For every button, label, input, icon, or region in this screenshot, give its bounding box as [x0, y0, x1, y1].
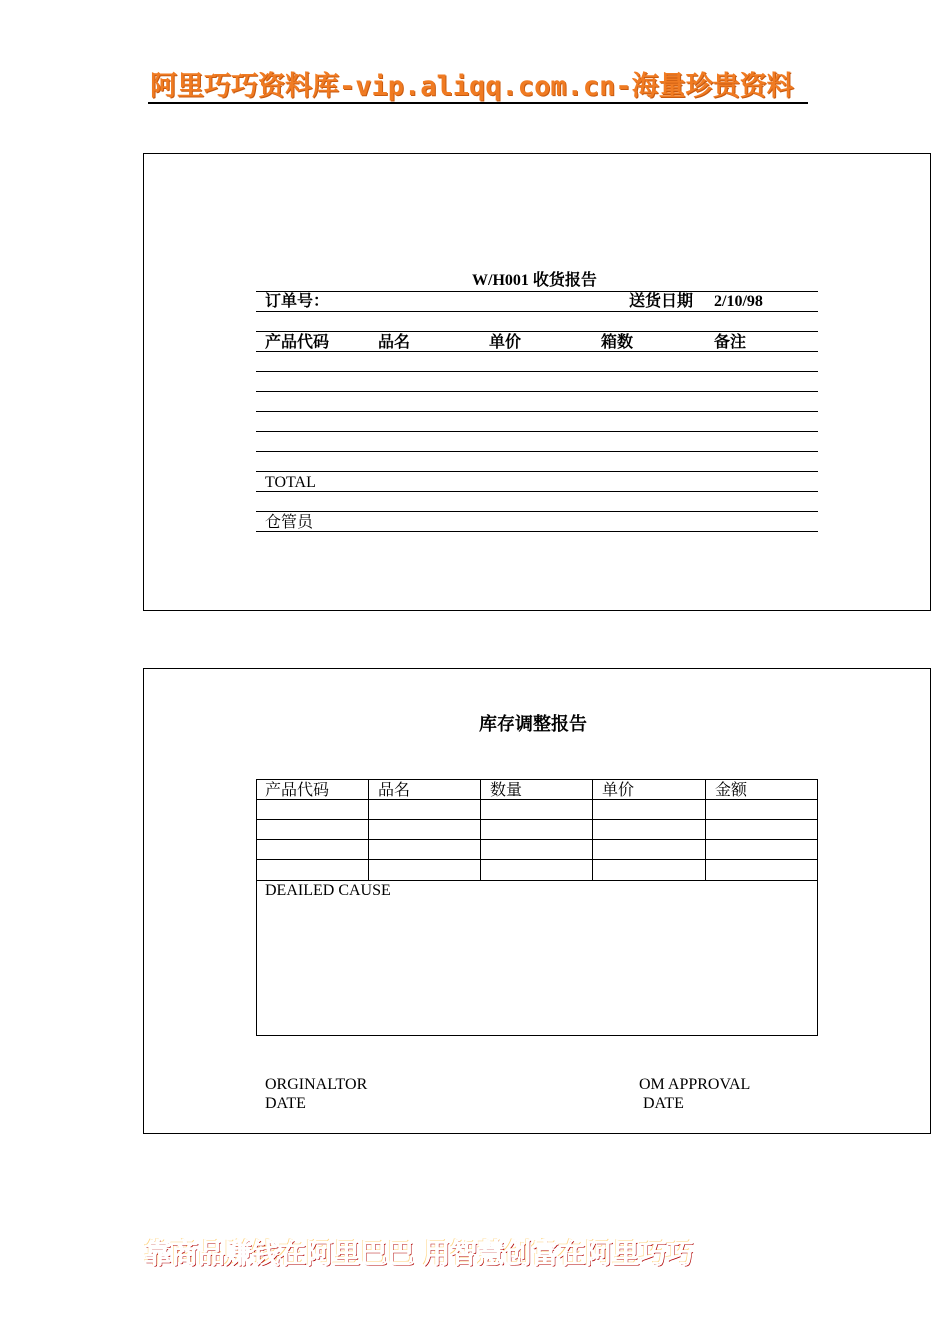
delivery-date-value: 2/10/98	[714, 293, 763, 310]
divider	[256, 331, 818, 332]
column-divider	[592, 779, 593, 881]
divider	[256, 491, 818, 492]
total-label: TOTAL	[265, 474, 316, 491]
adjustment-title: 库存调整报告	[479, 714, 587, 735]
table-row-line	[256, 471, 818, 472]
table-row-line	[256, 391, 818, 392]
originator-date-label: DATE	[265, 1095, 306, 1112]
approval-label: OM APPROVAL	[639, 1076, 751, 1093]
column-header-product-code: 产品代码	[265, 782, 330, 799]
table-row-line	[256, 859, 818, 860]
warehouse-keeper-label: 仓管员	[265, 514, 314, 531]
column-header-cartons: 箱数	[601, 334, 634, 351]
detailed-cause-label: DEAILED CAUSE	[265, 882, 391, 899]
column-divider	[480, 779, 481, 881]
column-header-quantity: 数量	[490, 782, 523, 799]
divider	[256, 311, 818, 312]
column-divider	[368, 779, 369, 881]
table-row-line	[256, 839, 818, 840]
originator-label: ORGINALTOR	[265, 1076, 368, 1093]
table-row-line	[256, 819, 818, 820]
divider	[256, 511, 818, 512]
bottom-banner-text: 靠商品赚钱在阿里巴巴 用智慧创富在阿里巧巧	[144, 1239, 694, 1270]
bottom-banner	[144, 1232, 804, 1270]
approval-date-label: DATE	[643, 1095, 684, 1112]
column-header-amount: 金额	[715, 782, 748, 799]
column-divider	[705, 779, 706, 881]
divider	[256, 291, 818, 292]
column-header-remarks: 备注	[714, 334, 747, 351]
table-row-line	[256, 451, 818, 452]
table-row-line	[256, 411, 818, 412]
column-header-product-name: 品名	[378, 334, 411, 351]
table-row-line	[256, 351, 818, 352]
divider	[256, 531, 818, 532]
table-row-line	[256, 371, 818, 372]
top-banner-text: 阿里巧巧资料库-vip.aliqq.com.cn-海量珍贵资料	[150, 71, 794, 102]
column-header-product-name: 品名	[378, 782, 411, 799]
delivery-date-label: 送货日期	[629, 293, 694, 310]
column-header-unit-price: 单价	[602, 782, 635, 799]
top-banner	[148, 62, 808, 104]
receipt-report-frame	[143, 153, 931, 611]
receipt-title: W/H001 收货报告	[472, 272, 597, 289]
detailed-cause-box	[256, 880, 818, 1036]
order-number-label: 订单号：	[265, 293, 330, 310]
column-header-product-code: 产品代码	[265, 334, 330, 351]
column-header-unit-price: 单价	[489, 334, 522, 351]
table-row-line	[256, 431, 818, 432]
